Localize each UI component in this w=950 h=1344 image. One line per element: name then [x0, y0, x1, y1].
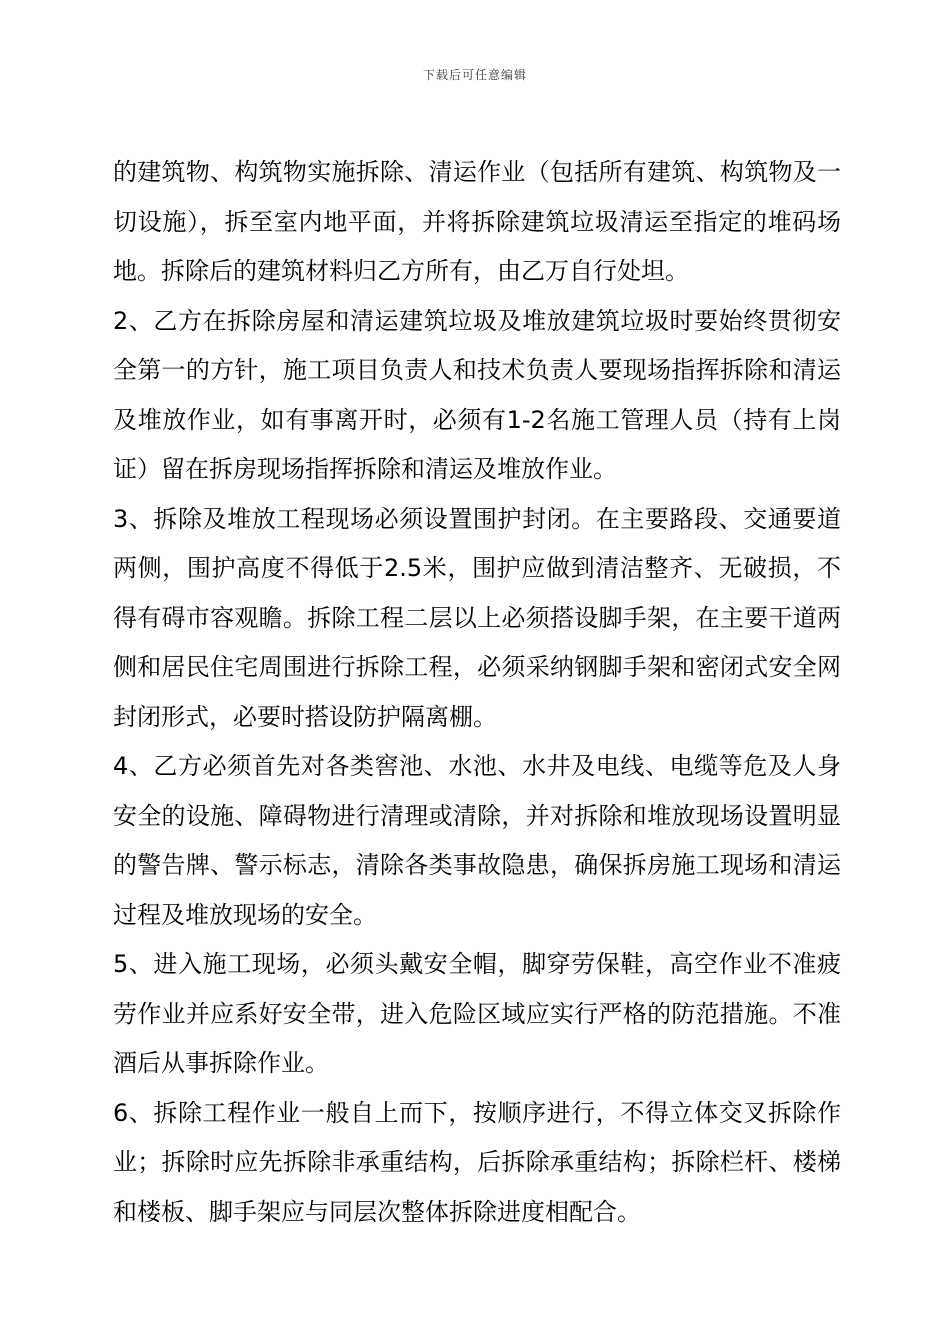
paragraph-4: 4、乙方必须首先对各类窖池、水池、水井及电线、电缆等危及人身安全的设施、障碍物进行清理或清除，并对拆除和堆放现场设置明显的警告牌、警示标志，清除各类事故隐患，确保拆房施工现场和清运过程及堆放现场的安全。	[113, 752, 841, 929]
document-body	[113, 148, 841, 1237]
paragraph-5: 5、进入施工现场，必须头戴安全帽，脚穿劳保鞋，高空作业不准疲劳作业并应系好安全带，进入危险区域应实行严格的防范措施。不准酒后从事拆除作业。	[113, 950, 841, 1077]
paragraph-1: 的建筑物、构筑物实施拆除、清运作业（包括所有建筑、构筑物及一切设施），拆至室内地平面，并将拆除建筑垃圾清运至指定的堆码场地。拆除后的建筑材料归乙方所有，由乙万自行处坦。	[113, 158, 841, 285]
paragraph-6: 6、拆除工程作业一般自上而下，按顺序进行，不得立体交叉拆除作业；拆除时应先拆除非承重结构，后拆除承重结构；拆除栏杆、楼梯和楼板、脚手架应与同层次整体拆除进度相配合。	[113, 1098, 841, 1226]
paragraph-2: 2、乙方在拆除房屋和清运建筑垃圾及堆放建筑垃圾时要始终贯彻安全第一的方针，施工项目负责人和技术负责人要现场指挥拆除和清运及堆放作业，如有事离开时，必须有1-2名施工管理人员（持有上岗证）留在拆房现场指挥拆除和清运及堆放作业。	[113, 306, 841, 483]
paragraph-3: 3、拆除及堆放工程现场必须设置围护封闭。在主要路段、交通要道两侧，围护高度不得低于2.5米，围护应做到清洁整齐、无破损，不得有碍市容观瞻。拆除工程二层以上必须搭设脚手架，在主要干道两侧和居民住宅周围进行拆除工程，必须采纳钢脚手架和密闭式安全网封闭形式，必要时搭设防护隔离棚。	[113, 504, 841, 731]
page-header: 下载后可任意编辑	[422, 68, 527, 82]
